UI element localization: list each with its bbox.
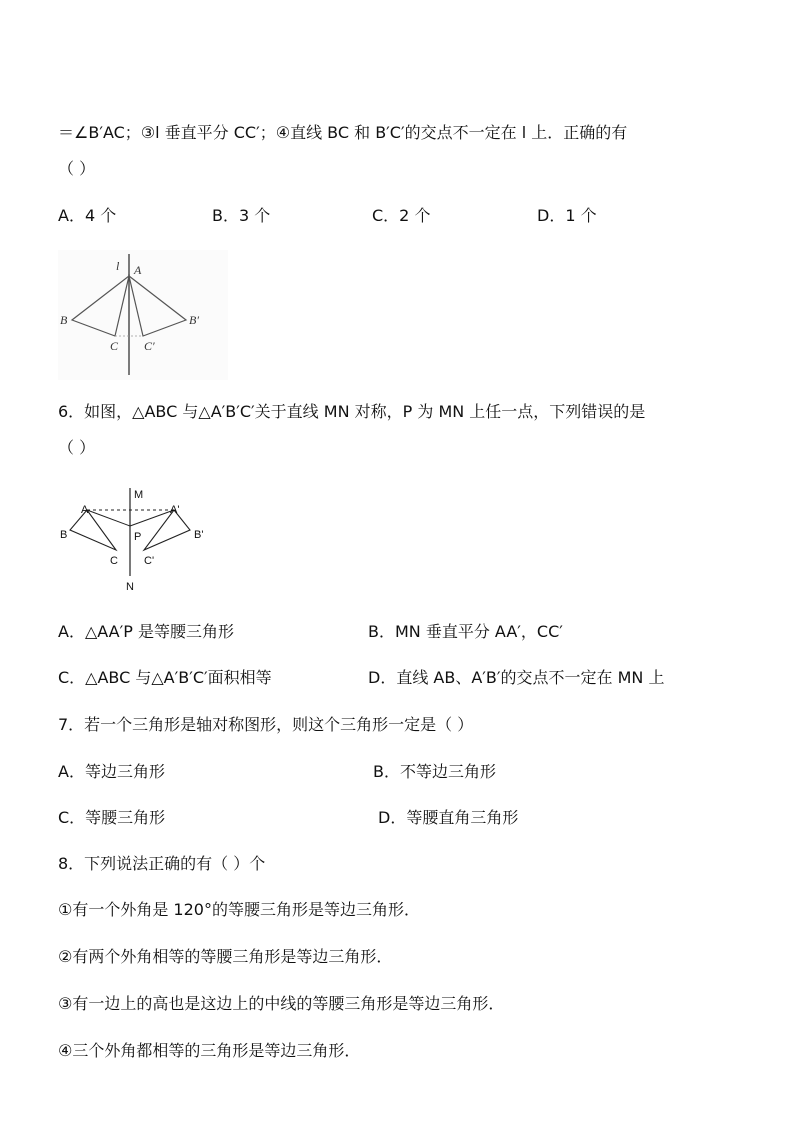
label-c: C (110, 555, 118, 567)
label-a: A (81, 504, 89, 516)
triangle-a-prime-b-prime-c-prime (144, 510, 190, 550)
q8-item-1: ①有一个外角是 120°的等腰三角形是等边三角形． (58, 900, 420, 919)
label-p: P (134, 531, 142, 543)
label-n: N (126, 581, 134, 593)
q6-option-a: A．△AA′P 是等腰三角形 (58, 622, 234, 641)
q6-option-d: D．直线 AB、A′B′的交点不一定在 MN 上 (368, 668, 665, 687)
q6-option-c: C．△ABC 与△A′B′C′面积相等 (58, 668, 272, 687)
q7-option-a: A．等边三角形 (58, 762, 165, 781)
q8-item-2: ②有两个外角相等的等腰三角形是等边三角形． (58, 947, 393, 966)
q5-statement-line: ＝∠B′AC；③l 垂直平分 CC′；④直线 BC 和 B′C′的交点不一定在 l 上．正确的有 (58, 123, 628, 142)
q5-answer-paren: （ ） (58, 159, 96, 178)
label-c: C (110, 339, 119, 353)
q6-option-b: B．MN 垂直平分 AA′，CC′ (368, 622, 563, 641)
q8-statement-line: 8．下列说法正确的有（ ）个 (58, 854, 266, 873)
q6-figure (58, 482, 218, 594)
label-b: B (60, 529, 68, 541)
label-b-prime: B' (194, 529, 204, 541)
q5-option-d: D．1 个 (537, 206, 597, 225)
q6-statement-line: 6．如图，△ABC 与△A′B′C′关于直线 MN 对称，P 为 MN 上任一点，下列错误的是 (58, 402, 646, 421)
q6-answer-paren: （ ） (58, 438, 96, 457)
label-b: B (60, 313, 68, 327)
q5-option-a: A．4 个 (58, 206, 117, 225)
q7-option-c: C．等腰三角形 (58, 808, 166, 827)
q5-figure (58, 250, 228, 380)
label-c-prime: C' (144, 555, 155, 567)
label-m: M (134, 489, 144, 501)
q8-item-3: ③有一边上的高也是这边上的中线的等腰三角形是等边三角形． (58, 994, 505, 1013)
label-b-prime: B′ (189, 313, 199, 327)
q7-option-b: B．不等边三角形 (373, 762, 496, 781)
label-a: A (134, 263, 142, 277)
label-c-prime: C′ (144, 339, 155, 353)
q8-item-4: ④三个外角都相等的三角形是等边三角形． (58, 1041, 361, 1060)
label-a-prime: A' (170, 504, 180, 516)
q7-option-d: D．等腰直角三角形 (378, 808, 519, 827)
q7-statement-line: 7．若一个三角形是轴对称图形，则这个三角形一定是（ ） (58, 715, 474, 734)
q5-option-b: B．3 个 (212, 206, 271, 225)
label-l: l (116, 259, 120, 273)
q5-option-c: C．2 个 (372, 206, 431, 225)
triangle-abc (70, 510, 116, 550)
